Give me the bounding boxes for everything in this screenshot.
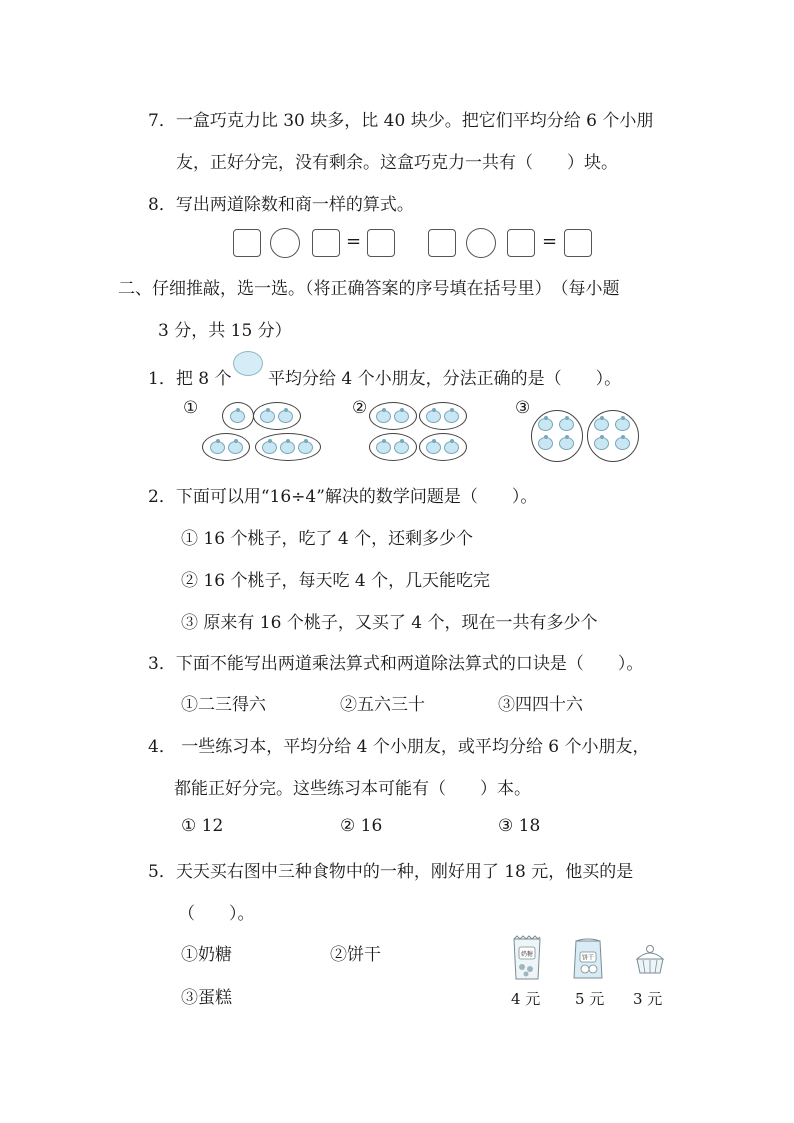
fruit-icon (538, 437, 553, 450)
fruit-icon (615, 418, 630, 431)
mc4-stem-line2: 都能正好分完。这些练习本可能有（ ）本。 (174, 779, 531, 799)
mc3-stem: 3．下面不能写出两道乘法算式和两道除法算式的口诀是（ ）。 (148, 654, 644, 674)
equals-sign: = (346, 231, 362, 252)
fruit-icon (376, 441, 391, 454)
fruit-icon (426, 441, 441, 454)
fruit-icon (444, 410, 459, 423)
fruit-icon (228, 441, 243, 454)
candy-price: 4 元 (511, 990, 541, 1008)
operator-circle[interactable] (466, 228, 496, 258)
fruit-icon (260, 410, 275, 423)
q7-line1: 7．一盒巧克力比 30 块多，比 40 块少。把它们平均分给 6 个小朋 (148, 111, 654, 131)
fruit-icon (426, 410, 441, 423)
mc4-option-1[interactable]: ① 12 (181, 816, 224, 836)
fruit-icon (538, 418, 553, 431)
operator-circle[interactable] (270, 228, 300, 258)
mc1-option-3-label[interactable]: ③ (515, 398, 531, 418)
fruit-icon (210, 441, 225, 454)
cake-icon (633, 943, 667, 982)
biscuit-label: 饼干 (581, 954, 595, 962)
answer-box[interactable] (312, 229, 340, 257)
mc4-option-3[interactable]: ③ 18 (498, 816, 541, 836)
mc2-option-1[interactable]: ① 16 个桃子，吃了 4 个，还剩多少个 (181, 529, 474, 549)
q8-text: 8．写出两道除数和商一样的算式。 (148, 195, 414, 215)
fruit-icon (594, 437, 609, 450)
fruit-icon (230, 410, 245, 423)
answer-box[interactable] (507, 229, 535, 257)
cake-price: 3 元 (633, 990, 663, 1008)
fruit-icon (394, 410, 409, 423)
fruit-icon (615, 437, 630, 450)
section2-heading-line2: 3 分，共 15 分） (158, 321, 292, 341)
fruit-icon (280, 441, 295, 454)
mc5-option-3[interactable]: ③蛋糕 (181, 988, 232, 1008)
answer-box[interactable] (233, 229, 261, 257)
mc5-stem-line1: 5．天天买右图中三种食物中的一种，刚好用了 18 元，他买的是 (148, 862, 634, 882)
fruit-icon (394, 441, 409, 454)
mc2-option-2[interactable]: ② 16 个桃子，每天吃 4 个，几天能吃完 (181, 571, 491, 591)
fruit-icon (594, 418, 609, 431)
mc1-option-1-label[interactable]: ① (183, 398, 199, 418)
fruit-icon (444, 441, 459, 454)
fruit-icon (278, 410, 293, 423)
mc2-stem: 2．下面可以用“16÷4”解决的数学问题是（ ）。 (148, 487, 538, 507)
section2-heading-line1: 二、仔细推敲，选一选。（将正确答案的序号填在括号里） （每小题 (118, 279, 620, 299)
fruit-icon (298, 441, 313, 454)
q7-line2: 友，正好分完，没有剩余。这盒巧克力一共有（ ）块。 (176, 153, 618, 173)
fruit-icon (376, 410, 391, 423)
mc2-option-3[interactable]: ③ 原来有 16 个桃子，又买了 4 个，现在一共有多少个 (181, 613, 598, 633)
mc1-option-2-label[interactable]: ② (352, 398, 368, 418)
fruit-icon (559, 418, 574, 431)
candy-label: 奶糖 (520, 951, 534, 958)
fruit-icon (262, 441, 277, 454)
mc4-stem-line1: 4． 一些练习本，平均分给 4 个小朋友，或平均分给 6 个小朋友， (148, 737, 650, 757)
group-circle (587, 410, 639, 462)
fruit-icon (233, 351, 263, 376)
fruit-icon (559, 437, 574, 450)
candy-bag-icon (511, 935, 543, 986)
mc3-option-2[interactable]: ②五六三十 (340, 695, 425, 715)
answer-box[interactable] (564, 229, 592, 257)
mc1-stem-after: 平均分给 4 个小朋友，分法正确的是（ ）。 (268, 369, 622, 389)
equals-sign: = (542, 231, 558, 252)
mc5-stem-line2: （ ）。 (178, 904, 255, 924)
mc5-option-2[interactable]: ②饼干 (330, 945, 381, 965)
answer-box[interactable] (367, 229, 395, 257)
mc1-stem-before: 1．把 8 个 (148, 369, 232, 389)
biscuit-bag-icon (572, 938, 604, 985)
mc3-option-1[interactable]: ①二三得六 (181, 695, 266, 715)
biscuit-price: 5 元 (575, 990, 605, 1008)
group-circle (531, 410, 583, 462)
mc4-option-2[interactable]: ② 16 (340, 816, 383, 836)
answer-box[interactable] (428, 229, 456, 257)
mc5-option-1[interactable]: ①奶糖 (181, 945, 232, 965)
mc3-option-3[interactable]: ③四四十六 (498, 695, 583, 715)
